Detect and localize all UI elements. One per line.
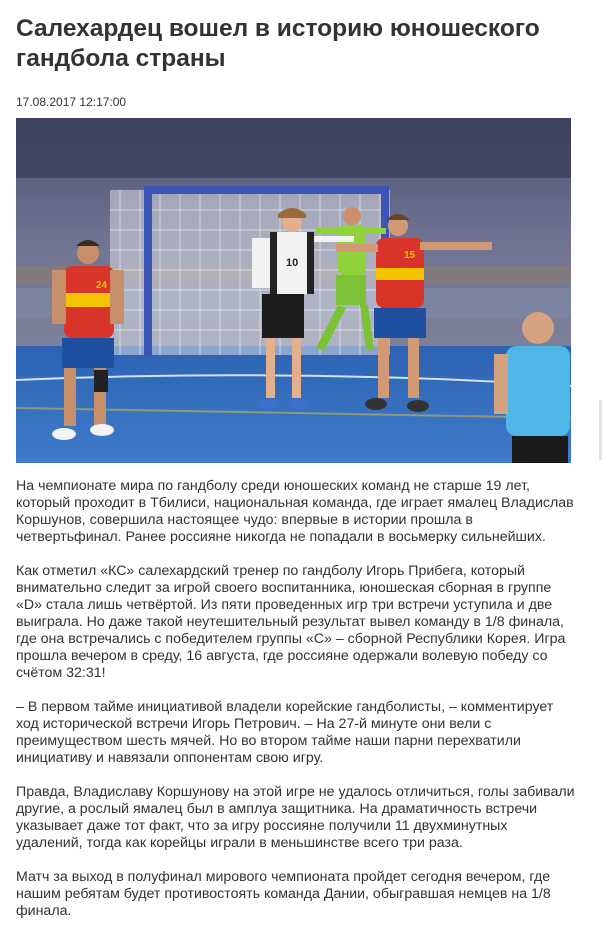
article-paragraph-3: – В первом тайме инициативой владели корейские гандболисты, – комментирует ход исторической встречи Игорь Петрович. – На 27-й минуте они вели с преимуществом шесть мячей. Но во втором тайме наши парни перехватили инициативу и навязали оппонентам свою игру.	[16, 699, 554, 766]
jersey-number-left: 24	[96, 280, 108, 291]
article-paragraph-2: Как отметил «КС» салехардский тренер по гандболу Игорь Прибега, который внимательно следит за игрой своего воспитанника, юношеская сборная в группе «D» стала лишь четвёртой. Из пяти проведенных игр три встречи уступила и две выиграла. Но даже такой неутешительный результат вывел команду в 1/8 финала, где она встречались с победителем группы «С» – сборной Республики Корея. Игра прошла вечером в среду, 16 августа, где россияне одержали волевую победу со счётом 32:31!	[16, 563, 566, 681]
publish-date: 17.08.2017 12:17:00	[16, 95, 127, 109]
article	[16, 0, 576, 919]
article-body	[16, 478, 576, 937]
jersey-number-center: 10	[286, 257, 299, 269]
jersey-number-right: 15	[404, 250, 416, 261]
article-paragraph-1: На чемпионате мира по гандболу среди юношеских команд не старше 19 лет, который проходит в Тбилиси, национальная команда, где играет ямалец Владислав Коршунов, совершила настоящее чудо: впервые в истории прошла в четвертьфинал. Ранее россияне никогда не попадали в восьмерку сильнейших.	[16, 478, 574, 545]
article-photo[interactable]	[16, 118, 571, 463]
article-paragraph-4: Правда, Владиславу Коршунову на этой игре не удалось отличиться, голы забивали другие, а рослый ямалец был в амплуа защитника. На драматичность встречи указывает даже тот факт, что за игру россияне получили 11 двухминутных удалений, тогда как корейцы играли в меньшинстве всего три раза.	[16, 784, 575, 851]
handball-scene-illustration	[16, 118, 571, 463]
article-paragraph-5: Матч за выход в полуфинал мирового чемпионата пройдет сегодня вечером, где нашим ребятам будет противостоять команда Дании, обыгравшая немцев на 1/8 финала.	[16, 869, 551, 919]
article-title: Салехардец вошел в историю юношеского гандбола страны	[16, 15, 540, 72]
